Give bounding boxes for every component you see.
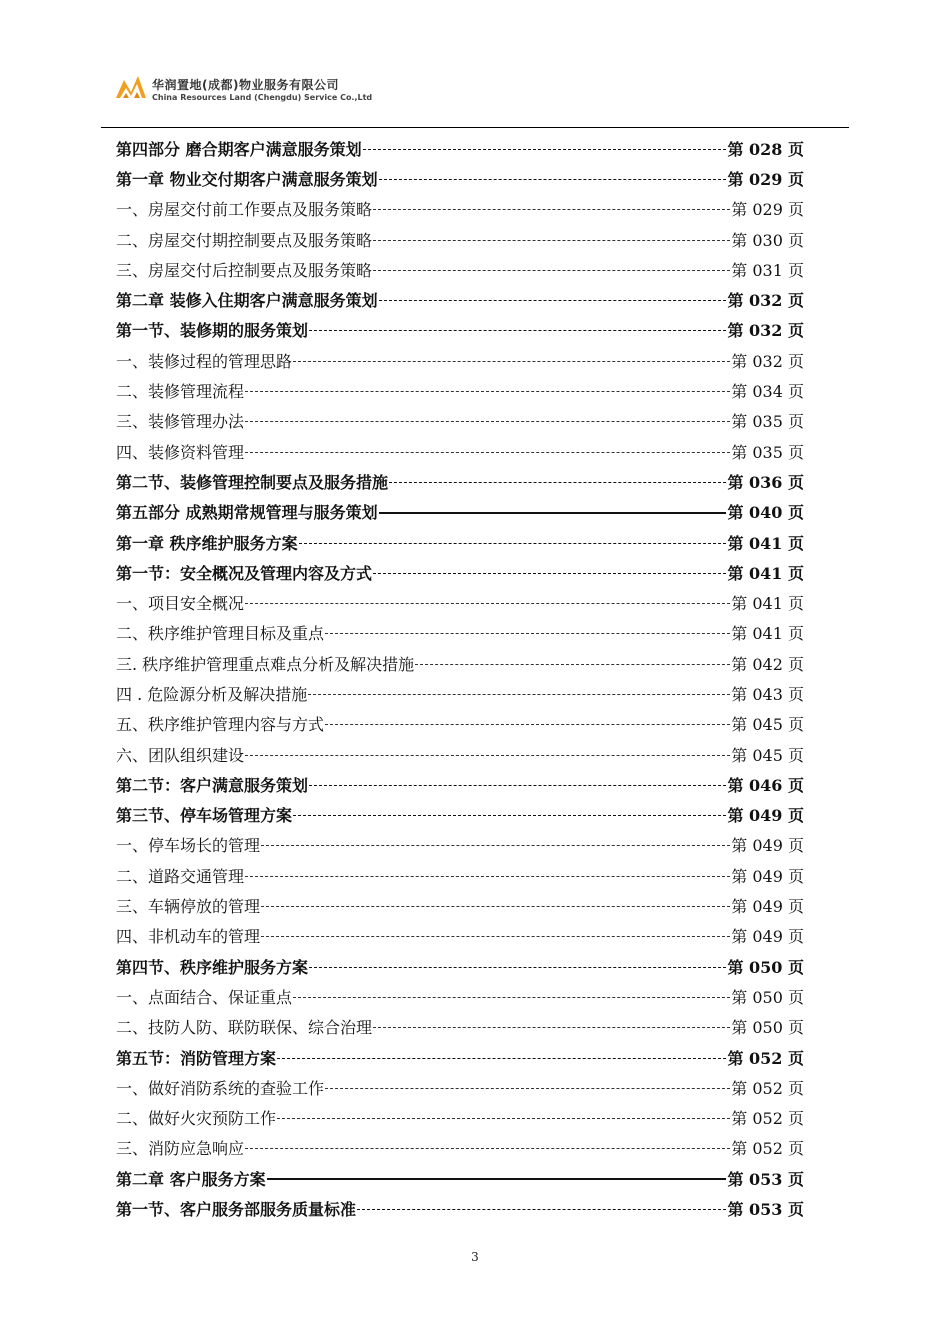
toc-entry-page: 第 049 页: [731, 836, 804, 856]
toc-entry-title: 四、非机动车的管理: [116, 927, 261, 947]
toc-entry-page: 第 041 页: [727, 533, 804, 553]
toc-entry-title: 第四部分 磨合期客户满意服务策划: [116, 139, 362, 159]
toc-entry[interactable]: [116, 133, 804, 163]
toc-entry[interactable]: [116, 890, 804, 920]
toc-leader-line: [373, 1027, 730, 1028]
toc-entry[interactable]: [116, 618, 804, 648]
company-name-cn: 华润置地(成都)物业服务有限公司: [152, 78, 339, 92]
toc-leader-line: [309, 785, 726, 786]
toc-entry-title: 三、车辆停放的管理: [116, 897, 261, 917]
toc-entry-title: 第一节：安全概况及管理内容及方式: [116, 563, 373, 583]
toc-entry-page: 第 042 页: [731, 654, 804, 674]
toc-entry-title: 第一节、客户服务部服务质量标准: [116, 1200, 357, 1220]
toc-entry-title: 三、房屋交付后控制要点及服务策略: [116, 260, 373, 280]
toc-entry-title: 三. 秩序维护管理重点难点分析及解决措施: [116, 654, 415, 674]
toc-entry-title: 二、秩序维护管理目标及重点: [116, 624, 325, 644]
toc-entry-title: 第二章 客户服务方案: [116, 1169, 266, 1189]
toc-entry-title: 第二章 装修入住期客户满意服务策划: [116, 291, 378, 311]
toc-entry[interactable]: [116, 769, 804, 799]
toc-entry-page: 第 053 页: [727, 1169, 804, 1189]
toc-leader-line: [373, 240, 730, 241]
toc-entry-page: 第 030 页: [731, 230, 804, 250]
toc-entry-title: 三、消防应急响应: [116, 1139, 245, 1159]
toc-entry[interactable]: [116, 315, 804, 345]
toc-leader-line: [245, 755, 730, 756]
page-number: 3: [471, 1250, 479, 1264]
table-of-contents: [116, 133, 804, 1224]
toc-entry[interactable]: [116, 1193, 804, 1223]
toc-leader-line: [293, 361, 730, 362]
toc-entry[interactable]: [116, 466, 804, 496]
toc-entry-page: 第 041 页: [731, 624, 804, 644]
toc-leader-line: [245, 452, 730, 453]
toc-leader-line: [245, 876, 730, 877]
toc-entry[interactable]: [116, 497, 804, 527]
toc-entry[interactable]: [116, 345, 804, 375]
toc-entry-title: 二、房屋交付期控制要点及服务策略: [116, 230, 373, 250]
document-header: [114, 66, 414, 110]
toc-entry-title: 六、团队组织建设: [116, 745, 245, 765]
toc-entry[interactable]: [116, 830, 804, 860]
toc-leader-line: [277, 1118, 730, 1119]
toc-entry-page: 第 034 页: [731, 382, 804, 402]
toc-entry-page: 第 045 页: [731, 715, 804, 735]
toc-entry[interactable]: [116, 1163, 804, 1193]
toc-entry-title: 第一章 物业交付期客户满意服务策划: [116, 169, 378, 189]
toc-entry[interactable]: [116, 1012, 804, 1042]
toc-entry-title: 一、项目安全概况: [116, 594, 245, 614]
toc-entry[interactable]: [116, 284, 804, 314]
toc-leader-line: [373, 270, 730, 271]
toc-entry-title: 五、秩序维护管理内容与方式: [116, 715, 325, 735]
toc-entry-page: 第 050 页: [731, 1018, 804, 1038]
toc-entry[interactable]: [116, 1133, 804, 1163]
toc-entry-page: 第 032 页: [731, 351, 804, 371]
toc-entry-title: 第一章 秩序维护服务方案: [116, 533, 298, 553]
toc-entry-title: 一、做好消防系统的查验工作: [116, 1078, 325, 1098]
toc-leader-line: [379, 179, 727, 180]
toc-entry[interactable]: [116, 1072, 804, 1102]
toc-entry-page: 第 050 页: [731, 987, 804, 1007]
toc-entry-page: 第 052 页: [731, 1109, 804, 1129]
toc-entry[interactable]: [116, 648, 804, 678]
toc-entry-page: 第 035 页: [731, 412, 804, 432]
toc-leader-line: [299, 543, 727, 544]
toc-leader-line: [309, 330, 726, 331]
toc-entry[interactable]: [116, 224, 804, 254]
toc-entry-title: 第三节、停车场管理方案: [116, 806, 293, 826]
toc-entry[interactable]: [116, 951, 804, 981]
toc-entry-title: 二、做好火灾预防工作: [116, 1109, 277, 1129]
toc-entry[interactable]: [116, 163, 804, 193]
toc-entry-page: 第 035 页: [731, 442, 804, 462]
toc-entry[interactable]: [116, 587, 804, 617]
toc-entry-title: 第二节、装修管理控制要点及服务措施: [116, 472, 389, 492]
toc-leader-line: [245, 421, 730, 422]
toc-entry[interactable]: [116, 1042, 804, 1072]
cr-land-logo-icon: [114, 68, 148, 102]
toc-leader-line: [325, 724, 730, 725]
toc-entry-title: 四 . 危险源分析及解决措施: [116, 684, 308, 704]
toc-entry-page: 第 052 页: [731, 1139, 804, 1159]
toc-entry-title: 第二节：客户满意服务策划: [116, 775, 309, 795]
toc-entry[interactable]: [116, 981, 804, 1011]
toc-entry[interactable]: [116, 406, 804, 436]
toc-entry[interactable]: [116, 375, 804, 405]
toc-entry-page: 第 031 页: [731, 260, 804, 280]
toc-entry-page: 第 049 页: [731, 897, 804, 917]
toc-leader-line: [308, 694, 730, 695]
toc-leader-line: [267, 1178, 727, 1180]
toc-entry-page: 第 052 页: [731, 1078, 804, 1098]
toc-entry[interactable]: [116, 254, 804, 284]
toc-entry-title: 三、装修管理办法: [116, 412, 245, 432]
toc-entry-title: 二、技防人防、联防联保、综合治理: [116, 1018, 373, 1038]
toc-entry-title: 二、道路交通管理: [116, 866, 245, 886]
toc-entry-page: 第 050 页: [727, 957, 804, 977]
toc-entry-page: 第 029 页: [731, 200, 804, 220]
toc-entry-page: 第 043 页: [731, 684, 804, 704]
toc-leader-line: [325, 1088, 730, 1089]
toc-entry-title: 一、停车场长的管理: [116, 836, 261, 856]
toc-entry[interactable]: [116, 709, 804, 739]
toc-entry-page: 第 041 页: [731, 594, 804, 614]
toc-entry-title: 一、点面结合、保证重点: [116, 987, 293, 1007]
toc-entry[interactable]: [116, 527, 804, 557]
toc-entry[interactable]: [116, 860, 804, 890]
toc-leader-line: [379, 512, 727, 514]
toc-entry-title: 二、装修管理流程: [116, 382, 245, 402]
toc-entry[interactable]: [116, 921, 804, 951]
toc-leader-line: [357, 1209, 726, 1210]
toc-leader-line: [373, 573, 726, 574]
toc-leader-line: [379, 300, 727, 301]
toc-entry-page: 第 032 页: [727, 291, 804, 311]
toc-entry[interactable]: [116, 557, 804, 587]
toc-leader-line: [277, 1058, 726, 1059]
company-name-en: China Resources Land (Chengdu) Service Co.,Ltd: [152, 93, 373, 102]
toc-leader-line: [293, 815, 726, 816]
toc-leader-line: [373, 209, 730, 210]
toc-entry-page: 第 036 页: [727, 472, 804, 492]
toc-leader-line: [309, 967, 726, 968]
toc-entry-title: 一、装修过程的管理思路: [116, 351, 293, 371]
toc-entry[interactable]: [116, 1103, 804, 1133]
toc-leader-line: [245, 603, 730, 604]
toc-leader-line: [261, 906, 730, 907]
toc-entry-page: 第 049 页: [731, 927, 804, 947]
toc-entry-title: 四、装修资料管理: [116, 442, 245, 462]
toc-entry-page: 第 049 页: [727, 806, 804, 826]
toc-entry-page: 第 032 页: [727, 321, 804, 341]
toc-entry-page: 第 028 页: [727, 139, 804, 159]
toc-entry[interactable]: [116, 194, 804, 224]
toc-entry[interactable]: [116, 678, 804, 708]
toc-leader-line: [415, 664, 730, 665]
toc-entry[interactable]: [116, 800, 804, 830]
toc-entry-title: 一、房屋交付前工作要点及服务策略: [116, 200, 373, 220]
toc-leader-line: [261, 845, 730, 846]
toc-entry-page: 第 040 页: [727, 503, 804, 523]
toc-entry[interactable]: [116, 739, 804, 769]
toc-entry-title: 第五部分 成熟期常规管理与服务策划: [116, 503, 378, 523]
toc-entry-page: 第 041 页: [727, 563, 804, 583]
toc-entry[interactable]: [116, 436, 804, 466]
toc-entry-page: 第 052 页: [727, 1048, 804, 1068]
toc-entry-page: 第 053 页: [727, 1200, 804, 1220]
toc-leader-line: [245, 1148, 730, 1149]
toc-entry-title: 第四节、秩序维护服务方案: [116, 957, 309, 977]
toc-leader-line: [325, 633, 730, 634]
toc-entry-page: 第 046 页: [727, 775, 804, 795]
toc-leader-line: [293, 997, 730, 998]
toc-entry-page: 第 045 页: [731, 745, 804, 765]
header-divider: [101, 127, 849, 128]
toc-entry-title: 第一节、装修期的服务策划: [116, 321, 309, 341]
toc-entry-page: 第 049 页: [731, 866, 804, 886]
toc-leader-line: [363, 149, 727, 150]
toc-leader-line: [389, 482, 726, 483]
toc-leader-line: [245, 391, 730, 392]
toc-leader-line: [261, 936, 730, 937]
toc-entry-title: 第五节：消防管理方案: [116, 1048, 277, 1068]
toc-entry-page: 第 029 页: [727, 169, 804, 189]
